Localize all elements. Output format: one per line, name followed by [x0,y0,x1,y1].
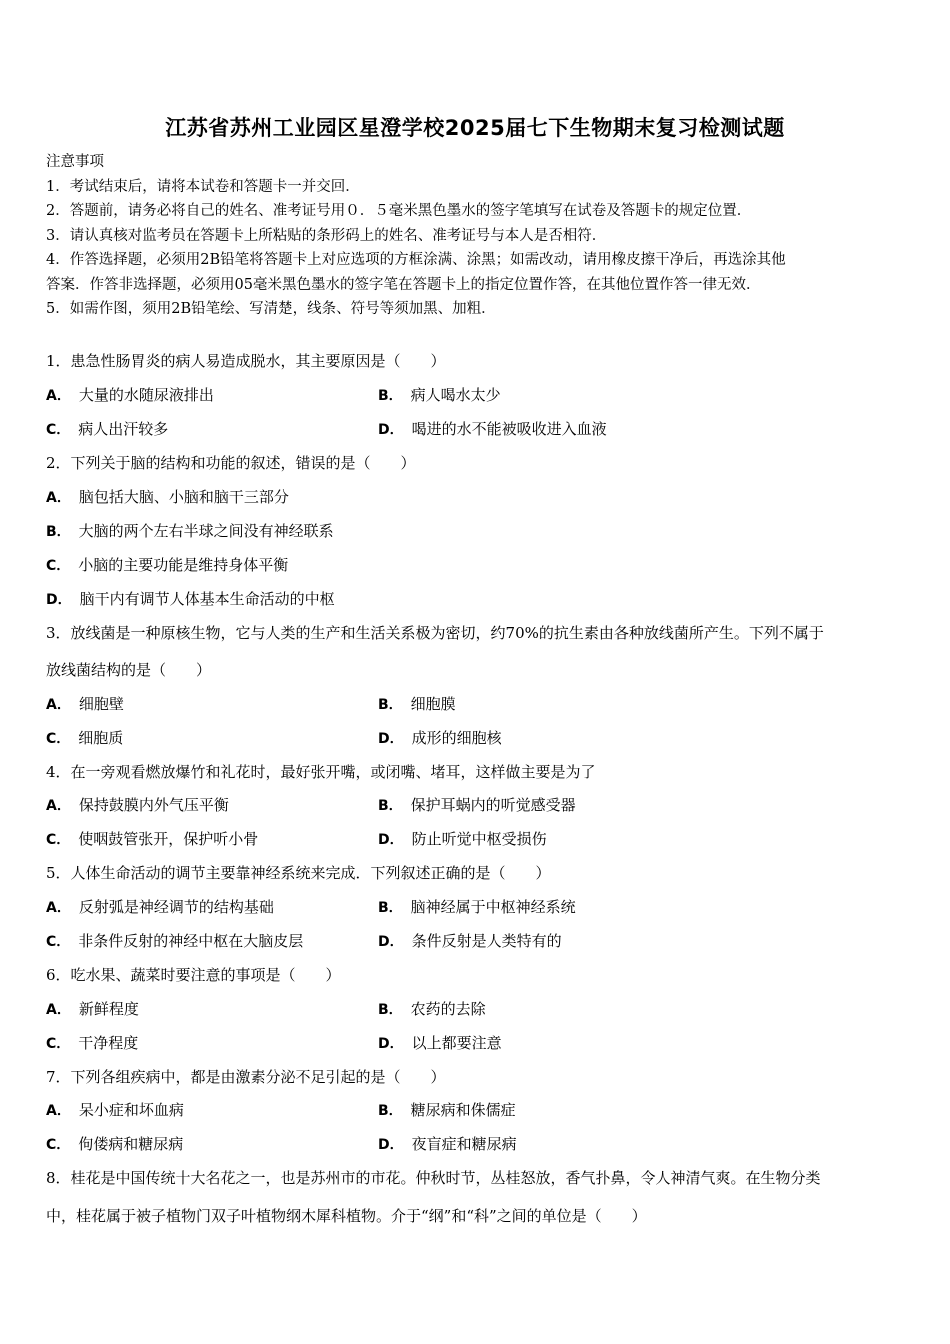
option-label: B． [378,900,403,916]
option-text: 小脑的主要功能是维持身体平衡 [78,556,289,574]
option-d [378,1133,517,1154]
option-label: D． [378,1036,404,1052]
option-c [46,1133,183,1154]
option-label: A． [46,798,71,814]
option-label: C． [46,1036,71,1052]
option-text: 防止听觉中枢受损伤 [411,830,547,848]
option-text: 喝进的水不能被吸收进入血液 [411,420,607,438]
option-b [378,693,456,714]
option-label: B． [378,1002,403,1018]
question-5 [46,862,916,883]
question-8-continued: 中，桂花属于被子植物门双子叶植物纲木犀科植物。介于“纲”和“科”之间的单位是（ ） [46,1207,647,1225]
option-label: B． [378,697,403,713]
option-text: 细胞膜 [410,695,456,713]
option-label: C． [46,934,71,950]
question-number: 7． [46,1068,71,1086]
option-label: D． [378,832,404,848]
notice-line: 2．答题前，请务必将自己的姓名、准考证号用０．５毫米黑色墨水的签字笔填写在试卷及答题卡的规定位置． [46,203,752,219]
option-label: D． [378,731,404,747]
option-a [46,998,139,1019]
option-text: 非条件反射的神经中枢在大脑皮层 [78,932,304,950]
option-label: B． [378,388,403,404]
question-number: 5． [46,864,71,882]
option-d [378,727,502,748]
option-label: D． [378,934,404,950]
option-label: A． [46,490,71,506]
option-text: 成形的细胞核 [411,729,502,747]
option-b [378,794,576,815]
option-a [46,486,289,507]
question-number: 3． [46,624,71,642]
option-b [378,1099,516,1120]
question-text: 下列各组疾病中，都是由激素分泌不足引起的是（ ） [70,1068,446,1086]
option-c [46,727,123,748]
option-label: A． [46,900,71,916]
option-text: 条件反射是人类特有的 [411,932,562,950]
option-b [378,896,576,917]
option-text: 细胞壁 [78,695,124,713]
option-label: A． [46,388,71,404]
question-number: 4． [46,763,71,781]
question-text: 桂花是中国传统十大名花之一，也是苏州市的市花。仲秋时节，丛桂怒放，香气扑鼻，令人神清气爽。在生物分类 [70,1169,821,1187]
option-text: 大量的水随尿液排出 [78,386,214,404]
question-text: 吃水果、蔬菜时要注意的事项是（ ） [70,966,341,984]
question-number: 1． [46,352,71,370]
option-c [46,1032,138,1053]
question-text: 人体生命活动的调节主要靠神经系统来完成．下列叙述正确的是（ ） [70,864,551,882]
notice-line: 1．考试结束后，请将本试卷和答题卡一并交回． [46,178,360,195]
option-text: 脑干内有调节人体基本生命活动的中枢 [79,590,335,608]
option-text: 大脑的两个左右半球之间没有神经联系 [78,522,334,540]
question-3 [46,622,916,643]
option-label: D． [378,422,404,438]
option-label: C． [46,832,71,848]
notice-section [46,150,916,322]
question-1 [46,350,916,371]
option-label: B． [378,1103,403,1119]
option-text: 佝偻病和糖尿病 [78,1135,184,1153]
option-a [46,693,124,714]
question-text: 在一旁观看燃放爆竹和礼花时，最好张开嘴，或闭嘴、堵耳，这样做主要是为了 [70,763,596,781]
option-label: C． [46,558,71,574]
option-text: 农药的去除 [410,1000,486,1018]
notice-line: 答案．作答非选择题，必须用05毫米黑色墨水的签字笔在答题卡上的指定位置作答，在其他位置作答一律无效． [46,276,761,293]
option-a [46,1099,184,1120]
option-text: 病人喝水太少 [410,386,501,404]
option-a [46,896,274,917]
option-label: A． [46,697,71,713]
question-8 [46,1167,916,1188]
option-d [46,588,335,609]
option-c [46,930,303,951]
notice-line: 3．请认真核对监考员在答题卡上所粘贴的条形码上的姓名、准考证号与本人是否相符． [46,227,607,244]
notice-line: 4．作答选择题，必须用2B铅笔将答题卡上对应选项的方框涂满、涂黑；如需改动，请用橡皮擦干净后，再选涂其他 [46,252,786,268]
option-d [378,828,547,849]
option-text: 干净程度 [78,1034,139,1052]
page-title: 江苏省苏州工业园区星澄学校2025届七下生物期末复习检测试题 [165,116,785,140]
option-label: A． [46,1002,71,1018]
question-text: 下列关于脑的结构和功能的叙述，错误的是（ ） [70,454,416,472]
option-label: B． [378,798,403,814]
option-label: C． [46,422,71,438]
option-text: 呆小症和坏血病 [78,1101,184,1119]
option-b [46,520,334,541]
option-c [46,554,288,575]
option-label: D． [46,592,72,608]
question-4 [46,761,916,782]
question-7 [46,1066,916,1087]
option-c [46,418,168,439]
option-label: B． [46,524,71,540]
option-a [46,384,214,405]
option-d [378,1032,502,1053]
option-text: 保护耳蜗内的听觉感受器 [410,796,576,814]
option-a [46,794,229,815]
question-text: 患急性肠胃炎的病人易造成脱水，其主要原因是（ ） [70,352,446,370]
question-6 [46,964,916,985]
option-text: 糖尿病和侏儒症 [410,1101,516,1119]
option-text: 脑包括大脑、小脑和脑干三部分 [78,488,289,506]
option-b [378,998,486,1019]
option-text: 脑神经属于中枢神经系统 [410,898,576,916]
question-3-continued: 放线菌结构的是（ ） [46,661,212,679]
option-label: A． [46,1103,71,1119]
option-text: 使咽鼓管张开，保护听小骨 [78,830,259,848]
option-text: 夜盲症和糖尿病 [411,1135,517,1153]
option-label: C． [46,731,71,747]
option-d [378,418,607,439]
notice-line: 5．如需作图，须用2B铅笔绘、写清楚，线条、符号等须加黑、加粗． [46,301,496,317]
option-text: 病人出汗较多 [78,420,169,438]
question-number: 6． [46,966,71,984]
question-number: 2． [46,454,71,472]
option-d [378,930,562,951]
question-number: 8． [46,1169,71,1187]
option-text: 新鲜程度 [78,1000,139,1018]
option-b [378,384,501,405]
option-label: D． [378,1137,404,1153]
option-text: 反射弧是神经调节的结构基础 [78,898,274,916]
option-c [46,828,258,849]
option-text: 以上都要注意 [411,1034,502,1052]
question-2 [46,452,916,473]
option-text: 保持鼓膜内外气压平衡 [78,796,229,814]
notice-heading: 注意事项 [46,154,104,170]
option-label: C． [46,1137,71,1153]
question-text: 放线菌是一种原核生物，它与人类的生产和生活关系极为密切，约70%的抗生素由各种放线菌所产生。下列不属于 [70,624,824,642]
option-text: 细胞质 [78,729,124,747]
